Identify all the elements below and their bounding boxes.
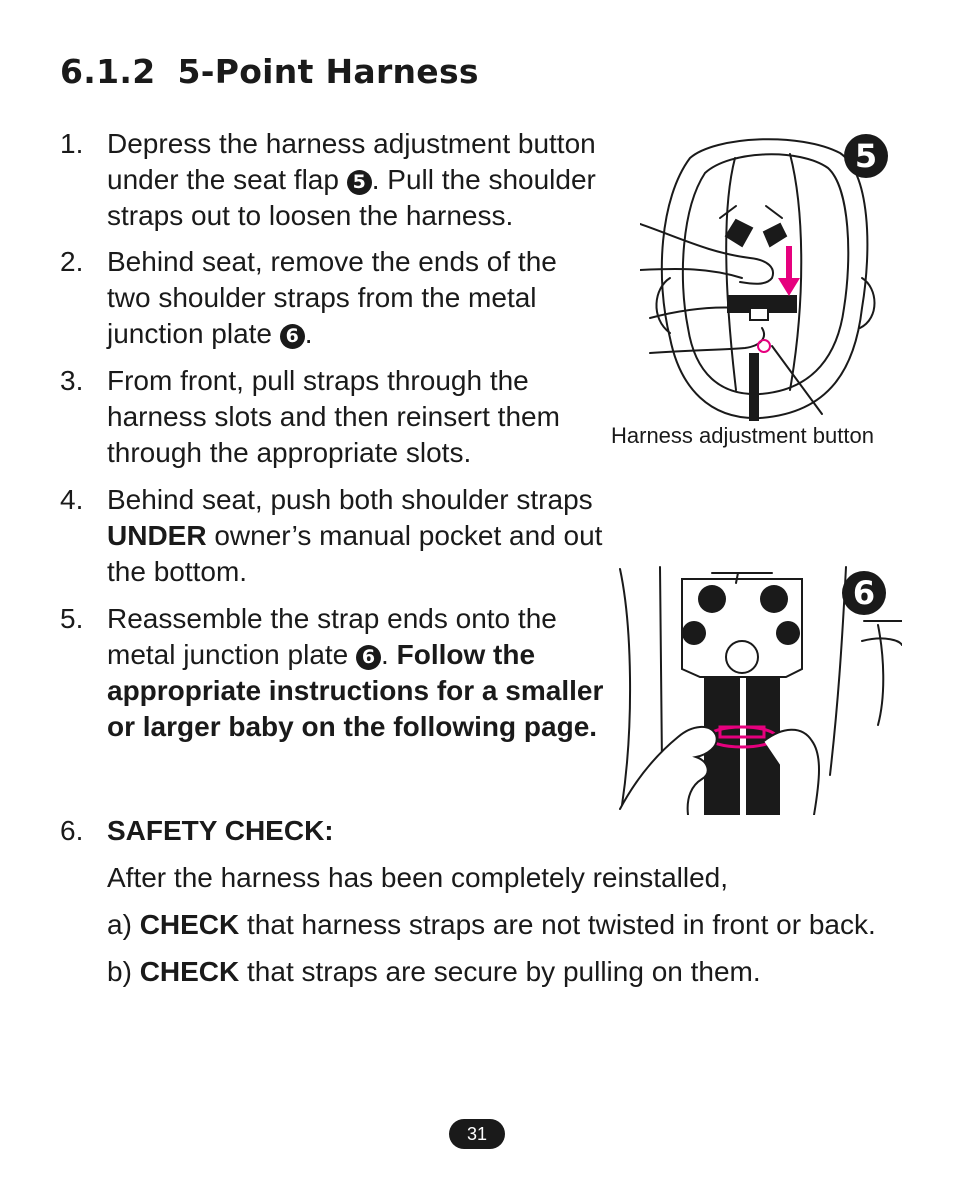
page-number: 31 (449, 1119, 505, 1149)
section-title: 5-Point Harness (177, 52, 479, 91)
figure-5-caption: Harness adjustment button (611, 423, 874, 448)
step-text: Reassemble the strap ends onto the metal junction plate 6 . Follow the appropriate instructions for a smaller or larger baby on the following page. (107, 603, 604, 742)
step-number: 1. (60, 128, 84, 159)
step-number: 4. (60, 484, 84, 515)
step-3 (60, 363, 605, 471)
safety-check-title: SAFETY CHECK: (107, 815, 334, 846)
step-2 (60, 244, 605, 352)
step-4 (60, 482, 605, 590)
section-heading (60, 52, 479, 91)
step-number: 2. (60, 246, 84, 277)
figure-6-badge: 6 (842, 571, 886, 615)
step-text: Behind seat, remove the ends of the two shoulder straps from the metal junction plate 6 . (107, 246, 557, 349)
step-5-emphasis: Follow the appropriate instructions for a smaller or larger baby on the following page. (107, 639, 604, 742)
figure-6-ref: 6 (356, 645, 381, 670)
figure-5-badge: 5 (844, 134, 888, 178)
emphasis-under: UNDER (107, 520, 207, 551)
step-number: 5. (60, 603, 84, 634)
safety-item-b: b) CHECK that straps are secure by pulling on them. (107, 956, 761, 987)
step-text: Depress the harness adjustment button under the seat flap 5 . Pull the shoulder straps out to loosen the harness. (107, 128, 596, 231)
step-1 (60, 126, 605, 234)
figure-6-ref: 6 (280, 324, 305, 349)
step-text: From front, pull straps through the harness slots and then reinsert them through the appropriate slots. (107, 365, 560, 468)
step-number: 3. (60, 365, 84, 396)
step-text: Behind seat, push both shoulder straps UNDER owner’s manual pocket and out the bottom. (107, 484, 603, 587)
section-number: 6.1.2 (60, 52, 156, 91)
step-number: 6. (60, 815, 84, 846)
figure-5-ref: 5 (347, 170, 372, 195)
safety-intro: After the harness has been completely reinstalled, (107, 862, 729, 893)
step-5 (60, 601, 605, 745)
safety-item-a: a) CHECK that harness straps are not twisted in front or back. (107, 909, 876, 940)
step-6 (60, 813, 605, 849)
